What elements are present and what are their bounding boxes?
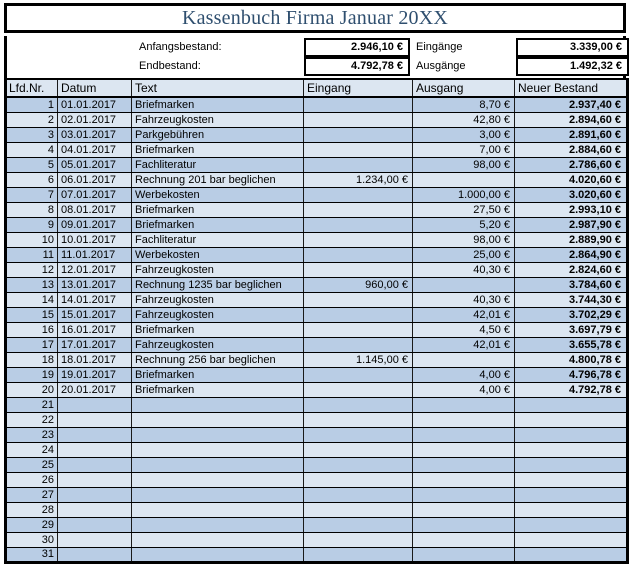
cell-balance[interactable]: 2.993,10 € [515,202,628,217]
cell-text[interactable]: Werbekosten [132,187,304,202]
cell-no[interactable]: 6 [6,172,58,187]
cell-income[interactable] [304,262,413,277]
cell-balance[interactable]: 3.784,60 € [515,277,628,292]
cell-expense[interactable]: 40,30 € [413,262,515,277]
cell-balance[interactable] [515,472,628,487]
cell-no[interactable]: 26 [6,472,58,487]
cell-income[interactable] [304,517,413,532]
cell-date[interactable]: 07.01.2017 [58,187,132,202]
cell-date[interactable]: 08.01.2017 [58,202,132,217]
cell-expense[interactable]: 98,00 € [413,157,515,172]
cell-no[interactable]: 1 [6,97,58,112]
column-header-no[interactable]: Lfd.Nr. [6,79,58,97]
table-row[interactable] [6,127,628,142]
table-body [6,97,628,562]
cell-no[interactable]: 18 [6,352,58,367]
cell-balance[interactable]: 3.744,30 € [515,292,628,307]
cell-income[interactable] [304,232,413,247]
cell-no[interactable]: 11 [6,247,58,262]
incoming-total-value[interactable]: 3.339,00 € [516,38,629,57]
table-row[interactable] [6,172,628,187]
cell-income[interactable] [304,457,413,472]
cell-text[interactable]: Fachliteratur [132,232,304,247]
table-row[interactable] [6,307,628,322]
cell-balance[interactable] [515,397,628,412]
cell-date[interactable] [58,412,132,427]
cell-expense[interactable] [413,532,515,547]
cell-balance[interactable]: 3.655,78 € [515,337,628,352]
cell-income[interactable] [304,397,413,412]
cell-date[interactable] [58,502,132,517]
cell-text[interactable] [132,442,304,457]
table-row[interactable] [6,232,628,247]
table-row[interactable] [6,367,628,382]
summary-block [4,36,626,78]
cell-expense[interactable]: 42,01 € [413,337,515,352]
cell-date[interactable] [58,427,132,442]
cell-income[interactable]: 960,00 € [304,277,413,292]
cell-balance[interactable]: 2.884,60 € [515,142,628,157]
cell-text[interactable]: Rechnung 1235 bar beglichen [132,277,304,292]
cell-balance[interactable] [515,442,628,457]
table-row[interactable] [6,517,628,532]
cell-expense[interactable] [413,412,515,427]
cell-income[interactable]: 1.234,00 € [304,172,413,187]
cell-expense[interactable]: 42,80 € [413,112,515,127]
document-title-band [4,3,626,33]
cell-date[interactable]: 15.01.2017 [58,307,132,322]
column-header-balance[interactable]: Neuer Bestand [515,79,628,97]
cell-no[interactable]: 17 [6,337,58,352]
column-header-text[interactable]: Text [132,79,304,97]
cell-date[interactable] [58,517,132,532]
table-row[interactable] [6,277,628,292]
cell-expense[interactable]: 5,20 € [413,217,515,232]
cell-no[interactable]: 16 [6,322,58,337]
table-row[interactable] [6,97,628,112]
cell-no[interactable]: 13 [6,277,58,292]
cell-balance[interactable]: 2.937,40 € [515,97,628,112]
table-row[interactable] [6,442,628,457]
cell-date[interactable] [58,397,132,412]
closing-balance-label: Endbestand: [139,60,201,72]
cell-no[interactable]: 28 [6,502,58,517]
cell-date[interactable]: 05.01.2017 [58,157,132,172]
cell-balance[interactable]: 3.020,60 € [515,187,628,202]
cell-balance[interactable]: 4.800,78 € [515,352,628,367]
cell-balance[interactable] [515,487,628,502]
cell-income[interactable] [304,367,413,382]
cell-text[interactable] [132,547,304,562]
cell-balance[interactable]: 3.702,29 € [515,307,628,322]
cell-no[interactable]: 14 [6,292,58,307]
cell-income[interactable] [304,142,413,157]
cell-text[interactable] [132,517,304,532]
cell-expense[interactable]: 4,50 € [413,322,515,337]
cell-date[interactable] [58,547,132,562]
outgoing-total-value[interactable]: 1.492,32 € [516,57,629,76]
cell-expense[interactable]: 98,00 € [413,232,515,247]
cell-balance[interactable]: 3.697,79 € [515,322,628,337]
cell-date[interactable]: 12.01.2017 [58,262,132,277]
cell-income[interactable] [304,157,413,172]
cell-income[interactable] [304,217,413,232]
cell-income[interactable] [304,487,413,502]
table-row[interactable] [6,217,628,232]
cell-text[interactable]: Fahrzeugkosten [132,337,304,352]
cell-text[interactable]: Briefmarken [132,202,304,217]
cell-expense[interactable]: 25,00 € [413,247,515,262]
cell-expense[interactable] [413,457,515,472]
cell-expense[interactable]: 8,70 € [413,97,515,112]
cell-expense[interactable] [413,397,515,412]
cell-date[interactable]: 11.01.2017 [58,247,132,262]
cell-text[interactable] [132,472,304,487]
cell-text[interactable]: Briefmarken [132,217,304,232]
cell-expense[interactable] [413,277,515,292]
table-row[interactable] [6,142,628,157]
cell-no[interactable]: 23 [6,427,58,442]
cell-date[interactable]: 19.01.2017 [58,367,132,382]
cell-date[interactable] [58,487,132,502]
cell-text[interactable] [132,502,304,517]
table-header-row [6,79,628,97]
cell-income[interactable]: 1.145,00 € [304,352,413,367]
cell-income[interactable] [304,322,413,337]
cell-date[interactable] [58,532,132,547]
table-row[interactable] [6,247,628,262]
cell-date[interactable]: 06.01.2017 [58,172,132,187]
column-header-expense[interactable]: Ausgang [413,79,515,97]
cell-no[interactable]: 10 [6,232,58,247]
summary-row-opening [7,38,623,57]
cell-no[interactable]: 27 [6,487,58,502]
cell-no[interactable]: 7 [6,187,58,202]
cell-balance[interactable]: 2.891,60 € [515,127,628,142]
summary-row-closing [7,57,623,76]
table-row[interactable] [6,412,628,427]
cell-date[interactable]: 02.01.2017 [58,112,132,127]
cell-text[interactable]: Parkgebühren [132,127,304,142]
cell-expense[interactable]: 1.000,00 € [413,187,515,202]
table-row[interactable] [6,352,628,367]
table-row[interactable] [6,337,628,352]
table-row[interactable] [6,202,628,217]
cell-date[interactable]: 04.01.2017 [58,142,132,157]
cell-date[interactable] [58,457,132,472]
cell-income[interactable] [304,97,413,112]
cell-balance[interactable]: 4.792,78 € [515,382,628,397]
table-row[interactable] [6,502,628,517]
cell-date[interactable]: 17.01.2017 [58,337,132,352]
cell-income[interactable] [304,442,413,457]
cell-date[interactable] [58,442,132,457]
cell-expense[interactable] [413,547,515,562]
table-row[interactable] [6,532,628,547]
cell-income[interactable] [304,412,413,427]
cell-text[interactable]: Rechnung 256 bar beglichen [132,352,304,367]
cell-balance[interactable] [515,502,628,517]
incoming-total-label: Eingänge [416,41,463,53]
column-header-income[interactable]: Eingang [304,79,413,97]
opening-balance-label: Anfangsbestand: [139,41,222,53]
cell-expense[interactable] [413,427,515,442]
cell-expense[interactable] [413,172,515,187]
cell-income[interactable] [304,382,413,397]
cell-text[interactable] [132,532,304,547]
cell-date[interactable]: 13.01.2017 [58,277,132,292]
table-row[interactable] [6,262,628,277]
cell-date[interactable]: 10.01.2017 [58,232,132,247]
cell-text[interactable] [132,412,304,427]
cell-expense[interactable]: 27,50 € [413,202,515,217]
cell-income[interactable] [304,547,413,562]
opening-balance-value[interactable]: 2.946,10 € [304,38,410,57]
table-row[interactable] [6,397,628,412]
cell-date[interactable]: 01.01.2017 [58,97,132,112]
cell-text[interactable]: Briefmarken [132,382,304,397]
cell-income[interactable] [304,307,413,322]
cell-date[interactable] [58,472,132,487]
table-row[interactable] [6,187,628,202]
cell-text[interactable]: Fahrzeugkosten [132,262,304,277]
cell-expense[interactable]: 4,00 € [413,382,515,397]
cell-no[interactable]: 25 [6,457,58,472]
cell-text[interactable]: Rechnung 201 bar beglichen [132,172,304,187]
cell-income[interactable] [304,202,413,217]
table-row[interactable] [6,382,628,397]
cell-expense[interactable] [413,502,515,517]
cell-text[interactable]: Fachliteratur [132,157,304,172]
cell-expense[interactable] [413,517,515,532]
cell-income[interactable] [304,337,413,352]
cell-income[interactable] [304,112,413,127]
cell-date[interactable]: 18.01.2017 [58,352,132,367]
cell-text[interactable] [132,397,304,412]
page-title: Kassenbuch Firma Januar 20XX [181,6,449,29]
cell-balance[interactable] [515,427,628,442]
cell-expense[interactable] [413,352,515,367]
table-row[interactable] [6,472,628,487]
cell-no[interactable]: 15 [6,307,58,322]
closing-balance-value[interactable]: 4.792,78 € [304,57,410,76]
cell-expense[interactable]: 3,00 € [413,127,515,142]
cell-date[interactable]: 09.01.2017 [58,217,132,232]
cell-income[interactable] [304,292,413,307]
cell-no[interactable]: 22 [6,412,58,427]
cell-balance[interactable] [515,457,628,472]
table-row[interactable] [6,292,628,307]
cell-balance[interactable] [515,532,628,547]
cell-income[interactable] [304,127,413,142]
cell-text[interactable]: Briefmarken [132,322,304,337]
cell-income[interactable] [304,502,413,517]
cell-no[interactable]: 29 [6,517,58,532]
cell-expense[interactable] [413,487,515,502]
cell-date[interactable]: 03.01.2017 [58,127,132,142]
cell-no[interactable]: 2 [6,112,58,127]
cell-expense[interactable] [413,472,515,487]
cell-date[interactable]: 20.01.2017 [58,382,132,397]
table-row[interactable] [6,427,628,442]
cell-expense[interactable]: 40,30 € [413,292,515,307]
cell-expense[interactable] [413,442,515,457]
outgoing-total-label: Ausgänge [416,60,466,72]
cell-income[interactable] [304,247,413,262]
cell-income[interactable] [304,472,413,487]
table-row[interactable] [6,112,628,127]
cell-no[interactable]: 3 [6,127,58,142]
cell-balance[interactable] [515,517,628,532]
cell-no[interactable]: 21 [6,397,58,412]
cell-balance[interactable]: 2.987,90 € [515,217,628,232]
table-row[interactable] [6,322,628,337]
cell-balance[interactable]: 2.864,90 € [515,247,628,262]
cell-balance[interactable]: 4.796,78 € [515,367,628,382]
cell-expense[interactable]: 7,00 € [413,142,515,157]
cell-expense[interactable]: 42,01 € [413,307,515,322]
cell-balance[interactable]: 2.824,60 € [515,262,628,277]
table-row[interactable] [6,457,628,472]
cell-no[interactable]: 30 [6,532,58,547]
cell-income[interactable] [304,427,413,442]
cell-balance[interactable]: 2.889,90 € [515,232,628,247]
cell-no[interactable]: 19 [6,367,58,382]
cell-text[interactable]: Fahrzeugkosten [132,307,304,322]
column-header-date[interactable]: Datum [58,79,132,97]
cell-no[interactable]: 9 [6,217,58,232]
cell-no[interactable]: 20 [6,382,58,397]
cell-income[interactable] [304,532,413,547]
cell-text[interactable]: Werbekosten [132,247,304,262]
cell-no[interactable]: 4 [6,142,58,157]
table-row[interactable] [6,487,628,502]
cell-no[interactable]: 31 [6,547,58,562]
cell-text[interactable] [132,487,304,502]
cell-balance[interactable] [515,547,628,562]
cell-no[interactable]: 24 [6,442,58,457]
cell-balance[interactable]: 2.786,60 € [515,157,628,172]
cell-no[interactable]: 8 [6,202,58,217]
cell-income[interactable] [304,187,413,202]
cell-balance[interactable] [515,412,628,427]
cell-balance[interactable]: 4.020,60 € [515,172,628,187]
cell-text[interactable]: Fahrzeugkosten [132,292,304,307]
cell-date[interactable]: 16.01.2017 [58,322,132,337]
table-row[interactable] [6,547,628,562]
cashbook-table [4,78,629,564]
cell-expense[interactable]: 4,00 € [413,367,515,382]
cell-no[interactable]: 5 [6,157,58,172]
table-row[interactable] [6,157,628,172]
cell-text[interactable]: Briefmarken [132,97,304,112]
cell-text[interactable] [132,427,304,442]
cell-no[interactable]: 12 [6,262,58,277]
cell-balance[interactable]: 2.894,60 € [515,112,628,127]
cell-text[interactable]: Fahrzeugkosten [132,112,304,127]
cell-text[interactable] [132,457,304,472]
cell-text[interactable]: Briefmarken [132,367,304,382]
cell-date[interactable]: 14.01.2017 [58,292,132,307]
cell-text[interactable]: Briefmarken [132,142,304,157]
